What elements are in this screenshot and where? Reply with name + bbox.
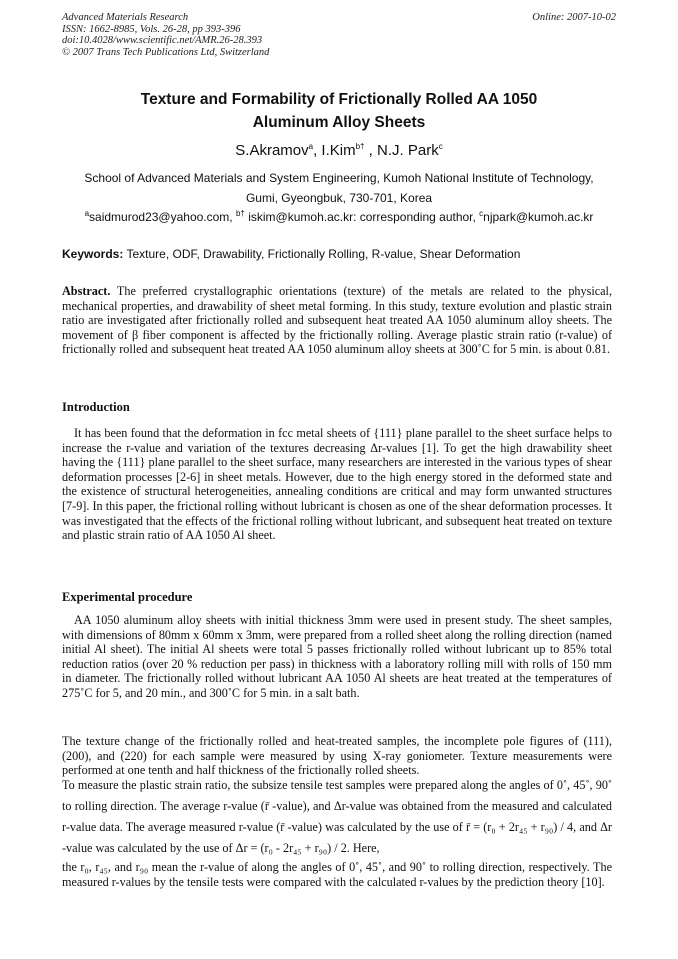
online-date: Online: 2007-10-02 xyxy=(532,12,616,23)
experimental-paragraph-3a: To measure the plastic strain ratio, the subsize tensile test samples were prepared along the angles of 0˚, 45˚, 90˚ to rolling direction. The average r-value (r̄ -value), and Δr-value was obtained from the measured and calculated r-value data. The average measured r-value (r̄ -value) was calculated by the use of r̄ = (r₀ + 2r₄₅ + r₉₀) / 4, and Δr -value was calculated by the use of Δr = (r₀ - 2r₄₅ + r₉₀) / 2. Here, xyxy=(62,778,612,855)
introduction-text: It has been found that the deformation in fcc metal sheets of {111} plane parallel to the sheet surface helps to increase the r-value and variation of the textures decreasing Δr-values [1]. To get the high drawability sheet having the {111} plane parallel to the sheet surface, many researchers are interested in the various types of shear deformation processes [2-6] in sheet metals. However, due to the high energy stored in the deformed state and the existence of structural heterogeneities, annealing conditions are critical and may form unwanted structures [7-9]. In this paper, the frictional rolling without lubricant is chosen as one of the shear deformation processes. It was investigated that the effects of the frictional rolling without lubricant, and subsequent heat treated on texture and plastic strain ratio of AA 1050 Al sheet. xyxy=(62,426,612,543)
issn: ISSN: 1662-8985, Vols. 26-28, pp 393-396 xyxy=(62,23,241,35)
author-sup: c xyxy=(438,142,443,151)
affiliation xyxy=(62,168,616,208)
affiliation-line: School of Advanced Materials and System Engineering, Kumoh National Institute of Technology, xyxy=(84,171,594,185)
author-sup: a xyxy=(308,142,314,151)
section-heading-introduction: Introduction xyxy=(62,400,130,414)
email-sup: b† xyxy=(235,209,245,218)
abstract-label: Abstract. xyxy=(62,284,111,298)
journal-header xyxy=(62,12,269,58)
authors xyxy=(62,142,616,159)
email[interactable]: iskim@kumoh.ac.kr: corresponding author, xyxy=(244,210,480,224)
title-line: Aluminum Alloy Sheets xyxy=(252,114,426,131)
paper-title xyxy=(62,88,616,134)
keywords-text: Texture, ODF, Drawability, Frictionally Rolling, R-value, Shear Deformation xyxy=(123,247,521,261)
author: S.Akramov xyxy=(235,142,309,159)
title-line: Texture and Formability of Frictionally Rolled AA 1050 xyxy=(140,91,538,108)
experimental-paragraph-1: AA 1050 aluminum alloy sheets with initial thickness 3mm were used in present study. The sheet samples, with dimensions of 80mm x 60mm x 3mm, were prepared from a rolled sheet along the rolling direction (named initial Al sheet). The initial Al sheets were total 5 passes frictionally rolled without lubricant up to 85% total reduction ratios (over 20 % reduction per pass) in thickness with a laboratory rolling mill with rolls of 150 mm in diameter. The frictionally rolled without lubricant AA 1050 Al sheets are heat treated at the temperatures of 275˚C for 5, and 20 min., and 300˚C for 5 min. in a salt bath. xyxy=(62,613,612,700)
email[interactable]: saidmurod23@yahoo.com, xyxy=(89,210,236,224)
emails xyxy=(62,209,616,224)
keywords-label: Keywords: xyxy=(62,247,124,261)
keywords xyxy=(62,247,520,261)
email-sup: a xyxy=(84,209,90,218)
abstract-text: The preferred crystallographic orientations (texture) of the metals are related to the physical, mechanical properties, and drawability of sheet metal forming. In this study, texture evolution and plastic strain ratio are investigated after frictionally rolled and subsequent heat treated AA 1050 aluminum alloy sheets. The movement of β fiber component is affected by the frictionally rolling. Average plastic strain ratio (r-value) of frictionally rolled and subsequent heat treated AA 1050 aluminum alloy sheets at 300˚C for 5 min. is about 0.81. xyxy=(62,284,612,357)
doi: doi:10.4028/www.scientific.net/AMR.26-28.393 xyxy=(62,35,263,46)
email-sup: c xyxy=(479,209,484,218)
author-sup: b† xyxy=(355,142,365,151)
copyright: © 2007 Trans Tech Publications Ltd, Switzerland xyxy=(62,46,270,58)
journal-name: Advanced Materials Research xyxy=(62,12,189,23)
experimental-paragraph-2: The texture change of the frictionally rolled and heat-treated samples, the incomplete pole figures of (111), (200), and (220) for each sample were measured by using X-ray goniometer. Texture measurements were performed at one tenth and half thickness of the frictionally rolled sheets. xyxy=(62,734,612,778)
experimental-paragraph-3b: the r₀, r₄₅, and r₉₀ mean the r-value of along the angles of 0˚, 45˚, and 90˚ to rolling direction, respectively. The measured r-values by the tensile tests were compared with the calculated r-values by the prediction theory [10]. xyxy=(62,860,612,889)
author: , I.Kim xyxy=(313,142,356,159)
affiliation-line: Gumi, Gyeongbuk, 730-701, Korea xyxy=(245,191,433,205)
abstract xyxy=(62,284,612,357)
author: , N.J. Park xyxy=(364,142,439,159)
email[interactable]: njpark@kumoh.ac.kr xyxy=(483,210,594,224)
section-heading-experimental: Experimental procedure xyxy=(62,590,193,604)
